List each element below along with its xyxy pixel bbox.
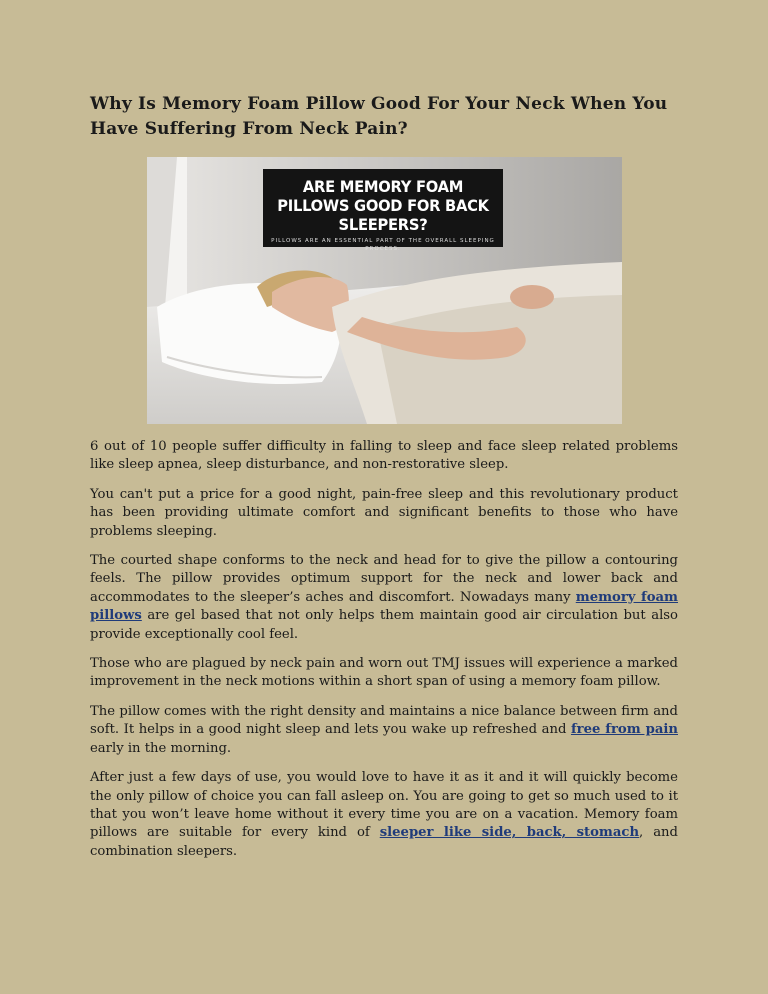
sleeper-types-link[interactable]: sleeper like side, back, stomach xyxy=(379,825,640,841)
article-title: Why Is Memory Foam Pillow Good For Your Neck When You Have Suffering From Neck Pain? xyxy=(90,94,668,139)
paragraph-6 xyxy=(90,769,678,861)
free-from-pain-link[interactable]: free from pain xyxy=(570,722,678,738)
paragraph-2: You can't put a price for a good night, pain-free sleep and this revolutionary product has been providing ultimate comfort and significant benefits to those who have problems sleeping. xyxy=(90,486,678,539)
paragraph-5-text-end: early in the morning. xyxy=(90,740,232,756)
hero-subheadline: PILLOWS ARE AN ESSENTIAL PART OF THE OVERALL SLEEPING PROCESS. xyxy=(271,238,495,252)
paragraph-4: Those who are plagued by neck pain and worn out TMJ issues will experience a marked improvement in the neck motions within a short span of using a memory foam pillow. xyxy=(90,656,678,690)
paragraph-3-text-end: are gel based that not only helps them maintain good air circulation but also provide exceptionally cool feel. xyxy=(90,608,678,642)
paragraph-5 xyxy=(90,703,678,758)
hero-headline: ARE MEMORY FOAM PILLOWS GOOD FOR BACK SLEEPERS? xyxy=(277,177,489,234)
paragraph-5-text-start: The pillow comes with the right density and maintains a nice balance between firm and soft. It helps in a good night sleep and lets you wake up refreshed and xyxy=(90,703,678,738)
paragraph-3 xyxy=(90,552,678,644)
article-body xyxy=(90,438,678,872)
paragraph-6-text-end: , and combination sleepers. xyxy=(90,825,678,859)
hero-headline-box xyxy=(263,169,503,252)
memory-foam-pillows-link[interactable]: memory foam pillows xyxy=(90,589,679,624)
paragraph-3-text-start: The courted shape conforms to the neck and head for to give the pillow a contouring feels. The pillow provides optimum support for the neck and lower back and accommodates to the sleeper’s aches and discomfort. Nowadays many xyxy=(90,553,678,605)
hero-image xyxy=(147,157,622,424)
paragraph-1: 6 out of 10 people suffer difficulty in falling to sleep and face sleep related problems like sleep apnea, sleep disturbance, and non-restorative sleep. xyxy=(90,439,678,473)
paragraph-6-text-start: After just a few days of use, you would love to have it as it and it will quickly become the only pillow of choice you can fall asleep on. You are going to get so much used to it that you won’t leave home without it every time you are on a vacation. Memory foam pillows are suitable for every kind of xyxy=(90,770,678,841)
